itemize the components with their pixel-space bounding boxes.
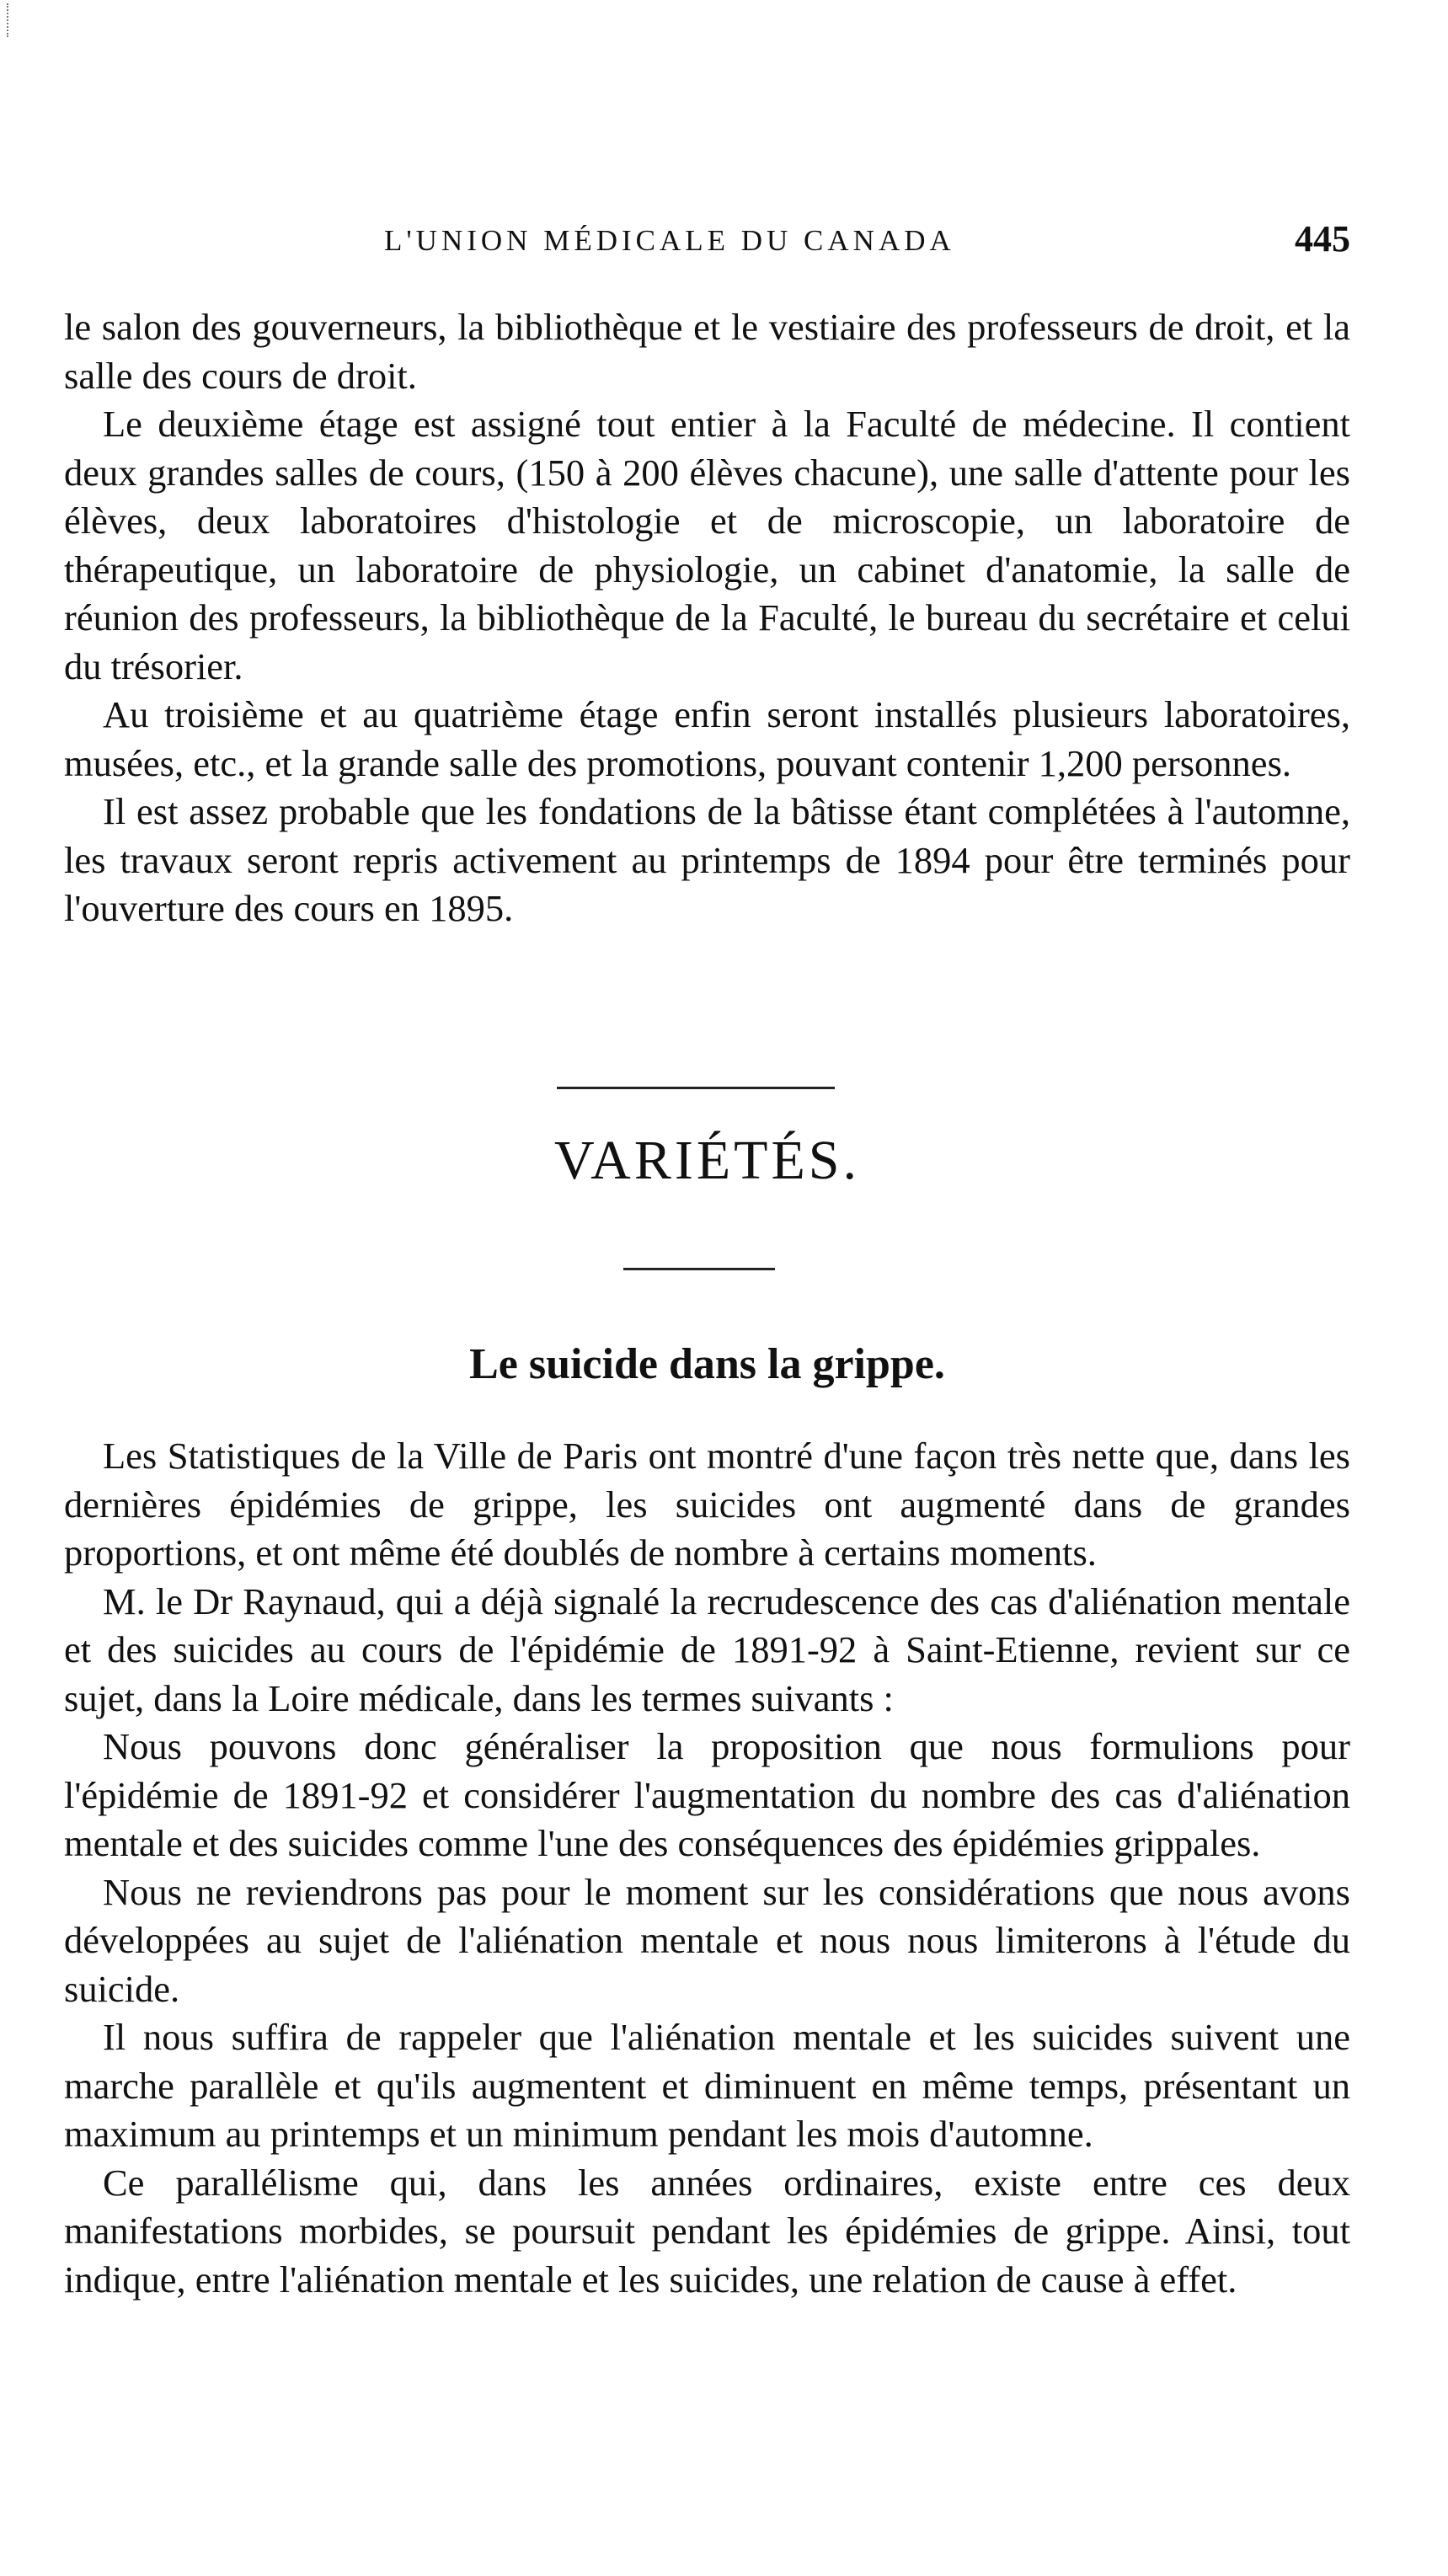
article-paragraph-1: Les Statistiques de la Ville de Paris ont montré d'une façon très nette que, dans les dernières épidémies de grippe, les suicides ont augmenté dans de grandes proportions, et ont même été doublés de nombre à certains moments. (64, 1435, 1350, 1574)
section-title: VARIÉTÉS. (554, 1130, 860, 1191)
article-paragraph-4: Nous ne reviendrons pas pour le moment sur les considérations que nous avons développées au sujet de l'aliénation mentale et nous nous limiterons à l'étude du suicide. (64, 1870, 1350, 2010)
article-text-block (64, 1432, 1350, 2304)
intro-paragraph-3: Au troisième et au quatrième étage enfin seront installés plusieurs laboratoires, musées, etc., et la grande salle des promotions, pouvant contenir 1,200 personnes. (64, 693, 1350, 784)
scan-artifact-mark (7, 3, 19, 37)
section-divider-rule (557, 1087, 835, 1089)
intro-paragraph-2: Le deuxième étage est assigné tout entier à la Faculté de médecine. Il contient deux grandes salles de cours, (150 à 200 élèves chacune), une salle d'attente pour les élèves, deux laboratoires d'histologie et de microscopie, un laboratoire de thérapeutique, un laboratoire de physiologie, un cabinet d'anatomie, la salle de réunion des professeurs, la bibliothèque de la Faculté, le bureau du secrétaire et celui du trésorier. (64, 403, 1350, 687)
article-title: Le suicide dans la grippe. (469, 1340, 945, 1388)
intro-text-block (64, 303, 1350, 933)
article-paragraph-3: Nous pouvons donc généraliser la proposition que nous formulions pour l'épidémie de 1891-92 et considérer l'augmentation du nombre des cas d'aliénation mentale et des suicides comme l'une des conséquences des épidémies grippales. (64, 1725, 1350, 1864)
page-number: 445 (1295, 218, 1350, 259)
title-divider-rule (623, 1268, 775, 1270)
intro-paragraph-1: le salon des gouverneurs, la bibliothèque et le vestiaire des professeurs de droit, et la salle des cours de droit. (64, 306, 1350, 397)
article-paragraph-5: Il nous suffira de rappeler que l'aliénation mentale et les suicides suivent une marche parallèle et qu'ils augmentent et diminuent en même temps, présentant un maximum au printemps et un minimum pendant les mois d'automne. (64, 2016, 1350, 2155)
document-page (64, 0, 1350, 2576)
article-paragraph-2: M. le Dr Raynaud, qui a déjà signalé la recrudescence des cas d'aliénation mentale et des suicides au cours de l'épidémie de 1891-92 à Saint-Etienne, revient sur ce sujet, dans la Loire médicale, dans les termes suivants : (64, 1579, 1350, 1719)
intro-paragraph-4: Il est assez probable que les fondations de la bâtisse étant complétées à l'automne, les travaux seront repris activement au printemps de 1894 pour être terminés pour l'ouverture des cours en 1895. (64, 790, 1350, 929)
journal-title: L'UNION MÉDICALE DU CANADA (384, 224, 955, 257)
article-paragraph-6: Ce parallélisme qui, dans les années ordinaires, existe entre ces deux manifestations morbides, se poursuit pendant les épidémies de grippe. Ainsi, tout indique, entre l'aliénation mentale et les suicides, une relation de cause à effet. (64, 2161, 1350, 2301)
running-header (64, 217, 1350, 268)
